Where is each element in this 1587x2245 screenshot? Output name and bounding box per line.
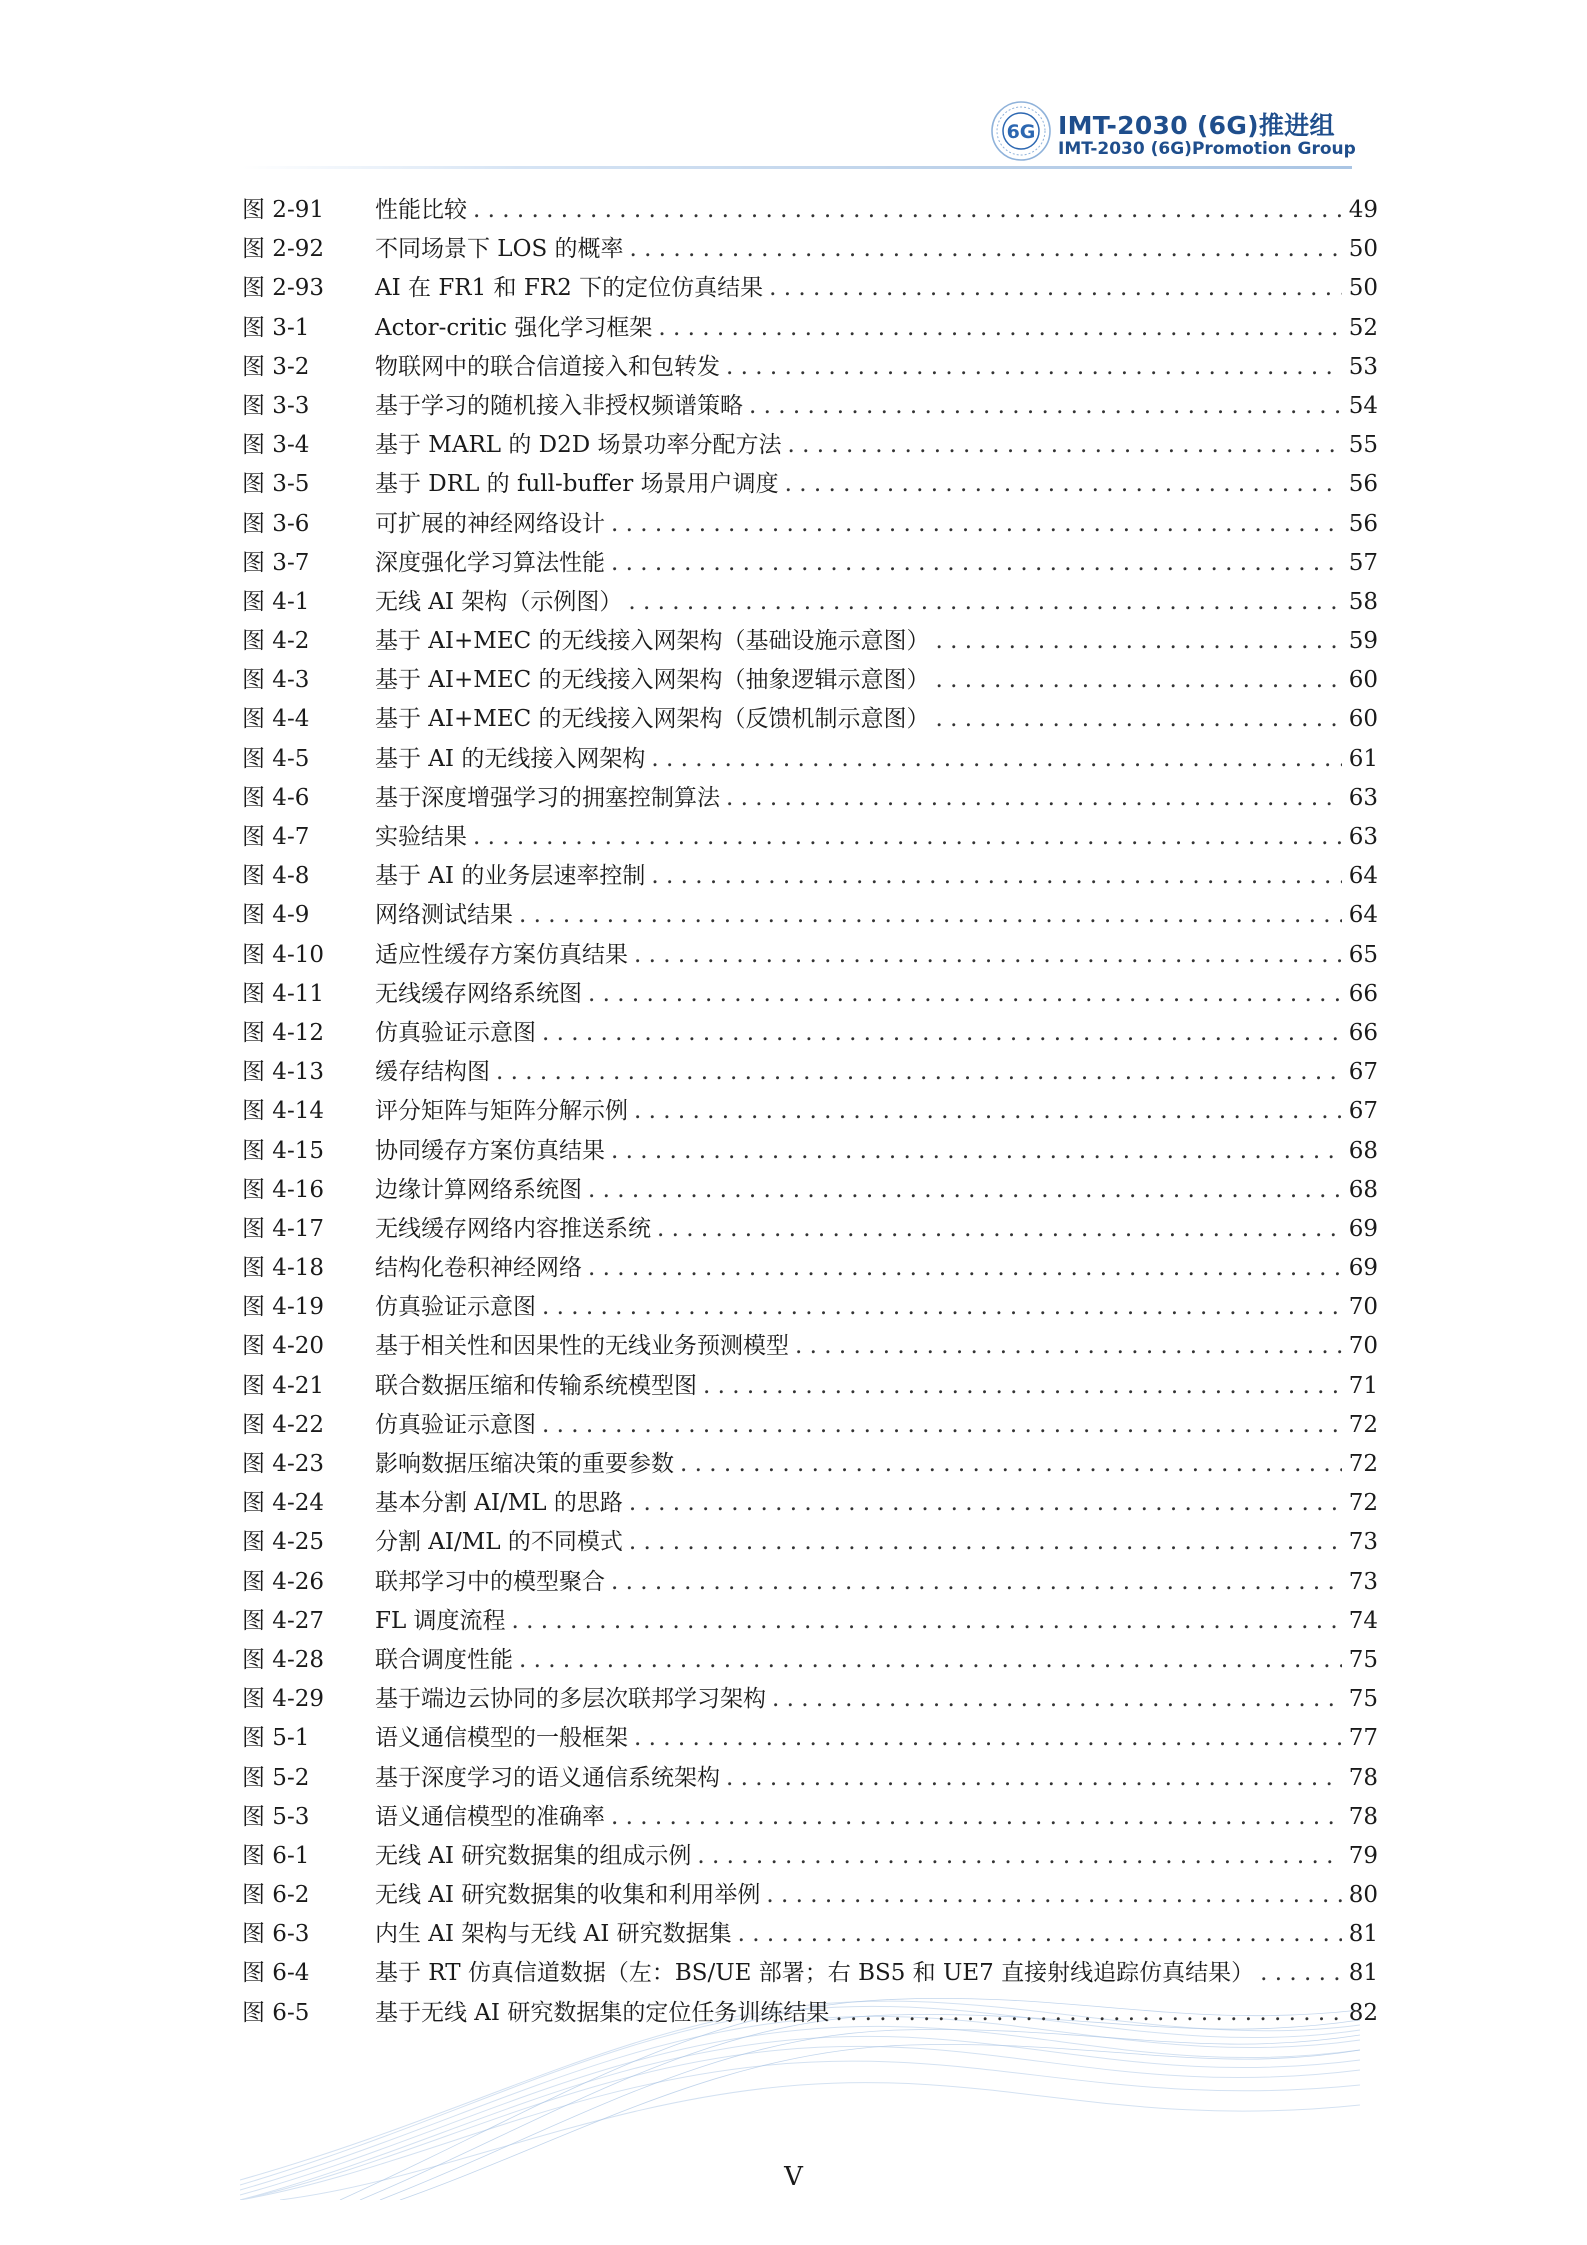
toc-entry[interactable] xyxy=(242,975,1378,1014)
toc-entry-title: 联合数据压缩和传输系统模型图 xyxy=(375,1372,697,1399)
toc-entry-page: 50 xyxy=(1348,275,1378,302)
toc-dot-leader xyxy=(769,269,1342,308)
toc-entry-title: 基于 AI+MEC 的无线接入网架构（反馈机制示意图） xyxy=(375,706,930,733)
toc-entry[interactable] xyxy=(242,1563,1378,1602)
toc-dot-leader xyxy=(788,426,1342,465)
toc-entry-label: 图 4-5 xyxy=(242,745,310,772)
toc-entry-title: FL 调度流程 xyxy=(375,1607,506,1634)
org-title: IMT-2030 (6G)推进组 xyxy=(1058,111,1335,140)
toc-dot-leader xyxy=(611,505,1342,544)
toc-entry-title: 边缘计算网络系统图 xyxy=(375,1176,582,1203)
toc-entry[interactable] xyxy=(242,309,1378,348)
toc-entry-title: 无线 AI 研究数据集的组成示例 xyxy=(375,1842,692,1869)
toc-entry-label: 图 5-3 xyxy=(242,1803,310,1830)
toc-entry-label: 图 2-92 xyxy=(242,236,324,263)
toc-entry[interactable] xyxy=(242,348,1378,387)
toc-entry-title: 内生 AI 架构与无线 AI 研究数据集 xyxy=(375,1921,732,1948)
toc-entry-page: 57 xyxy=(1348,549,1378,576)
toc-entry-label: 图 4-13 xyxy=(242,1059,324,1086)
toc-dot-leader xyxy=(519,1641,1342,1680)
toc-dot-leader xyxy=(496,1053,1342,1092)
toc-entry-title: 性能比较 xyxy=(375,197,467,223)
toc-entry[interactable] xyxy=(242,1719,1378,1758)
toc-entry-page: 74 xyxy=(1348,1607,1378,1634)
toc-entry[interactable] xyxy=(242,1484,1378,1523)
toc-entry-page: 78 xyxy=(1348,1803,1378,1830)
toc-entry[interactable] xyxy=(242,191,1378,230)
toc-entry-page: 68 xyxy=(1348,1137,1378,1164)
toc-entry-title: 基于 AI 的业务层速率控制 xyxy=(375,863,646,890)
toc-entry-label: 图 6-2 xyxy=(242,1882,310,1909)
toc-dot-leader xyxy=(1260,1954,1342,1993)
toc-entry-title: 基于 AI+MEC 的无线接入网架构（基础设施示意图） xyxy=(375,628,930,655)
toc-entry-title: 无线缓存网络内容推送系统 xyxy=(375,1215,651,1242)
toc-entry-label: 图 4-16 xyxy=(242,1176,324,1203)
toc-dot-leader xyxy=(680,1445,1342,1484)
toc-dot-leader xyxy=(512,1602,1342,1641)
toc-entry-label: 图 3-3 xyxy=(242,392,310,419)
toc-entry[interactable] xyxy=(242,1406,1378,1445)
toc-dot-leader xyxy=(772,1680,1342,1719)
toc-entry-label: 图 2-93 xyxy=(242,275,324,302)
toc-dot-leader xyxy=(634,936,1342,975)
toc-entry-page: 72 xyxy=(1348,1490,1378,1517)
toc-entry-title: 影响数据压缩决策的重要参数 xyxy=(375,1451,674,1477)
toc-dot-leader xyxy=(611,1798,1342,1837)
toc-entry[interactable] xyxy=(242,544,1378,583)
toc-entry-page: 63 xyxy=(1348,824,1378,850)
toc-entry-page: 69 xyxy=(1348,1255,1378,1282)
toc-dot-leader xyxy=(519,896,1342,935)
toc-entry-title: 实验结果 xyxy=(375,824,467,850)
toc-entry-page: 81 xyxy=(1348,1960,1378,1987)
toc-entry-label: 图 4-11 xyxy=(242,980,324,1007)
toc-entry-title: 不同场景下 LOS 的概率 xyxy=(375,236,624,263)
toc-entry-page: 61 xyxy=(1348,745,1378,772)
toc-entry[interactable] xyxy=(242,1132,1378,1171)
toc-entry-label: 图 3-1 xyxy=(242,314,310,341)
toc-entry[interactable] xyxy=(242,505,1378,544)
toc-entry-page: 67 xyxy=(1348,1059,1378,1086)
toc-dot-leader xyxy=(749,387,1342,426)
toc-entry-label: 图 3-2 xyxy=(242,353,310,380)
toc-entry-page: 75 xyxy=(1348,1646,1378,1673)
toc-entry-page: 66 xyxy=(1348,1019,1378,1046)
toc-entry-page: 64 xyxy=(1348,863,1378,890)
toc-entry-title: 基本分割 AI/ML 的思路 xyxy=(375,1490,623,1517)
toc-entry[interactable] xyxy=(242,1445,1378,1484)
toc-entry-page: 56 xyxy=(1348,510,1378,537)
toc-entry-label: 图 4-2 xyxy=(242,628,310,655)
toc-entry[interactable] xyxy=(242,1759,1378,1798)
toc-entry-label: 图 4-17 xyxy=(242,1215,324,1242)
logo-text: 6G xyxy=(1006,121,1036,143)
toc-entry-page: 81 xyxy=(1348,1921,1378,1948)
toc-entry-title: 分割 AI/ML 的不同模式 xyxy=(375,1529,623,1556)
toc-entry-label: 图 4-27 xyxy=(242,1607,324,1634)
toc-dot-leader xyxy=(726,1759,1342,1798)
toc-entry-page: 77 xyxy=(1348,1725,1378,1752)
toc-dot-leader xyxy=(473,818,1342,857)
toc-entry-page: 52 xyxy=(1348,314,1378,341)
toc-entry-label: 图 4-20 xyxy=(242,1333,324,1360)
toc-entry-page: 59 xyxy=(1348,628,1378,655)
toc-entry-label: 图 6-1 xyxy=(242,1842,310,1869)
toc-entry-page: 60 xyxy=(1348,667,1378,694)
toc-entry-page: 72 xyxy=(1348,1411,1378,1438)
toc-entry[interactable] xyxy=(242,1798,1378,1837)
toc-dot-leader xyxy=(611,544,1342,583)
toc-entry-label: 图 2-91 xyxy=(242,197,324,223)
toc-entry-page: 63 xyxy=(1348,784,1378,811)
toc-entry[interactable] xyxy=(242,1915,1378,1954)
toc-entry-label: 图 4-12 xyxy=(242,1019,324,1046)
toc-entry[interactable] xyxy=(242,1327,1378,1366)
toc-entry-page: 82 xyxy=(1348,1999,1378,2026)
toc-entry-label: 图 4-19 xyxy=(242,1294,324,1321)
toc-entry-title: 基于无线 AI 研究数据集的定位任务训练结果 xyxy=(375,1999,830,2026)
toc-entry-title: 联合调度性能 xyxy=(375,1646,513,1673)
toc-dot-leader xyxy=(738,1915,1342,1954)
toc-entry-page: 80 xyxy=(1348,1882,1378,1909)
toc-entry-title: 联邦学习中的模型聚合 xyxy=(375,1568,605,1595)
toc-entry-label: 图 3-6 xyxy=(242,510,310,537)
imt2030-logo-icon xyxy=(990,100,1052,162)
toc-entry-title: 基于深度增强学习的拥塞控制算法 xyxy=(375,784,720,811)
toc-dot-leader xyxy=(795,1327,1342,1366)
toc-entry-page: 67 xyxy=(1348,1098,1378,1125)
toc-entry-page: 50 xyxy=(1348,236,1378,263)
toc-entry-page: 65 xyxy=(1348,941,1378,968)
toc-dot-leader xyxy=(542,1014,1342,1053)
toc-entry[interactable] xyxy=(242,1014,1378,1053)
toc-dot-leader xyxy=(542,1406,1342,1445)
toc-entry-label: 图 6-4 xyxy=(242,1960,310,1987)
toc-entry-title: 基于 AI+MEC 的无线接入网架构（抽象逻辑示意图） xyxy=(375,667,930,694)
toc-entry[interactable] xyxy=(242,1876,1378,1915)
toc-entry-title: 无线 AI 架构（示例图） xyxy=(375,588,623,615)
toc-entry[interactable] xyxy=(242,896,1378,935)
toc-entry-title: 结构化卷积神经网络 xyxy=(375,1255,582,1282)
toc-entry[interactable] xyxy=(242,1602,1378,1641)
toc-entry-title: 基于 DRL 的 full-buffer 场景用户调度 xyxy=(375,471,779,498)
toc-entry[interactable] xyxy=(242,1053,1378,1092)
toc-entry-page: 58 xyxy=(1348,588,1378,615)
toc-entry-label: 图 4-24 xyxy=(242,1490,324,1517)
toc-entry-title: 基于相关性和因果性的无线业务预测模型 xyxy=(375,1333,789,1360)
page-header xyxy=(0,0,1587,165)
toc-entry[interactable] xyxy=(242,1249,1378,1288)
toc-dot-leader xyxy=(588,975,1342,1014)
toc-dot-leader xyxy=(697,1837,1342,1876)
toc-entry-title: 语义通信模型的准确率 xyxy=(375,1803,605,1830)
toc-entry-label: 图 4-4 xyxy=(242,706,310,733)
toc-dot-leader xyxy=(936,661,1342,700)
toc-entry-title: AI 在 FR1 和 FR2 下的定位仿真结果 xyxy=(375,275,764,302)
toc-dot-leader xyxy=(588,1171,1342,1210)
toc-dot-leader xyxy=(542,1288,1342,1327)
toc-entry-title: 基于端边云协同的多层次联邦学习架构 xyxy=(375,1686,766,1713)
toc-entry-label: 图 4-10 xyxy=(242,941,324,968)
toc-dot-leader xyxy=(611,1132,1342,1171)
toc-entry-title: 无线缓存网络系统图 xyxy=(375,980,582,1007)
page-number: V xyxy=(784,2162,803,2192)
toc-entry-label: 图 4-15 xyxy=(242,1137,324,1164)
toc-entry-page: 66 xyxy=(1348,980,1378,1007)
toc-entry-label: 图 4-22 xyxy=(242,1411,324,1438)
toc-entry[interactable] xyxy=(242,465,1378,504)
toc-entry-label: 图 4-26 xyxy=(242,1568,324,1595)
toc-entry[interactable] xyxy=(242,661,1378,700)
toc-entry-label: 图 4-8 xyxy=(242,863,310,890)
toc-entry-page: 73 xyxy=(1348,1568,1378,1595)
toc-entry-title: 仿真验证示意图 xyxy=(375,1294,536,1321)
toc-dot-leader xyxy=(726,348,1342,387)
toc-entry-title: 缓存结构图 xyxy=(375,1059,490,1086)
toc-entry[interactable] xyxy=(242,1641,1378,1680)
toc-entry-page: 73 xyxy=(1348,1529,1378,1556)
toc-entry[interactable] xyxy=(242,1994,1378,2033)
toc-entry-label: 图 4-14 xyxy=(242,1098,324,1125)
toc-entry-title: 仿真验证示意图 xyxy=(375,1019,536,1046)
toc-entry-title: 基于 AI 的无线接入网架构 xyxy=(375,745,646,772)
toc-entry-label: 图 5-1 xyxy=(242,1725,310,1752)
toc-entry-title: 网络测试结果 xyxy=(375,902,513,929)
toc-entry-page: 56 xyxy=(1348,471,1378,498)
toc-entry-title: 适应性缓存方案仿真结果 xyxy=(375,941,628,968)
toc-entry-title: 无线 AI 研究数据集的收集和利用举例 xyxy=(375,1882,761,1909)
toc-dot-leader xyxy=(630,230,1342,269)
toc-dot-leader xyxy=(651,740,1342,779)
toc-entry-label: 图 4-9 xyxy=(242,902,310,929)
toc-entry[interactable] xyxy=(242,1837,1378,1876)
toc-entry-label: 图 4-23 xyxy=(242,1451,324,1477)
figure-list xyxy=(242,191,1378,2033)
toc-entry-page: 69 xyxy=(1348,1215,1378,1242)
toc-entry[interactable] xyxy=(242,700,1378,739)
toc-entry-page: 79 xyxy=(1348,1842,1378,1869)
toc-entry-title: 基于深度学习的语义通信系统架构 xyxy=(375,1764,720,1791)
toc-dot-leader xyxy=(936,700,1342,739)
toc-entry-page: 71 xyxy=(1348,1372,1378,1399)
toc-entry-label: 图 5-2 xyxy=(242,1764,310,1791)
header-divider xyxy=(242,166,1352,169)
toc-entry[interactable] xyxy=(242,818,1378,857)
toc-dot-leader xyxy=(785,465,1342,504)
toc-entry-title: 协同缓存方案仿真结果 xyxy=(375,1137,605,1164)
toc-entry-page: 49 xyxy=(1348,197,1378,223)
toc-dot-leader xyxy=(936,622,1342,661)
toc-dot-leader xyxy=(835,1994,1342,2033)
toc-entry-label: 图 4-29 xyxy=(242,1686,324,1713)
toc-entry-page: 60 xyxy=(1348,706,1378,733)
toc-entry-label: 图 4-25 xyxy=(242,1529,324,1556)
toc-entry-label: 图 6-5 xyxy=(242,1999,310,2026)
toc-entry-label: 图 4-7 xyxy=(242,824,310,850)
toc-entry-page: 64 xyxy=(1348,902,1378,929)
toc-entry-page: 55 xyxy=(1348,432,1378,459)
toc-entry[interactable] xyxy=(242,269,1378,308)
toc-dot-leader xyxy=(634,1092,1342,1131)
toc-dot-leader xyxy=(658,309,1342,348)
toc-entry[interactable] xyxy=(242,1171,1378,1210)
toc-entry-page: 54 xyxy=(1348,392,1378,419)
org-subtitle: IMT-2030 (6G)Promotion Group xyxy=(1058,139,1356,159)
toc-dot-leader xyxy=(726,779,1342,818)
toc-entry[interactable] xyxy=(242,622,1378,661)
toc-entry-title: 可扩展的神经网络设计 xyxy=(375,510,605,537)
toc-dot-leader xyxy=(703,1367,1342,1406)
toc-entry-label: 图 3-4 xyxy=(242,432,310,459)
toc-entry-page: 78 xyxy=(1348,1764,1378,1791)
toc-dot-leader xyxy=(657,1210,1342,1249)
toc-entry-label: 图 4-18 xyxy=(242,1255,324,1282)
toc-entry-page: 68 xyxy=(1348,1176,1378,1203)
toc-entry-label: 图 6-3 xyxy=(242,1921,310,1948)
toc-entry-label: 图 4-3 xyxy=(242,667,310,694)
toc-entry-page: 70 xyxy=(1348,1333,1378,1360)
toc-dot-leader xyxy=(651,857,1342,896)
toc-entry-label: 图 3-5 xyxy=(242,471,310,498)
toc-entry[interactable] xyxy=(242,1092,1378,1131)
toc-entry[interactable] xyxy=(242,1288,1378,1327)
toc-entry[interactable] xyxy=(242,1367,1378,1406)
toc-entry[interactable] xyxy=(242,387,1378,426)
toc-dot-leader xyxy=(588,1249,1342,1288)
toc-entry[interactable] xyxy=(242,1523,1378,1562)
toc-entry[interactable] xyxy=(242,230,1378,269)
toc-entry-title: 基于学习的随机接入非授权频谱策略 xyxy=(375,392,743,419)
toc-entry-title: 仿真验证示意图 xyxy=(375,1411,536,1438)
toc-dot-leader xyxy=(629,1484,1342,1523)
toc-entry-title: Actor-critic 强化学习框架 xyxy=(375,314,653,341)
toc-dot-leader xyxy=(629,1523,1342,1562)
toc-entry-title: 语义通信模型的一般框架 xyxy=(375,1725,628,1752)
toc-entry-label: 图 4-1 xyxy=(242,588,310,615)
toc-entry-label: 图 4-28 xyxy=(242,1646,324,1673)
toc-entry[interactable] xyxy=(242,779,1378,818)
toc-entry-title: 评分矩阵与矩阵分解示例 xyxy=(375,1098,628,1125)
toc-entry-title: 基于 MARL 的 D2D 场景功率分配方法 xyxy=(375,432,782,459)
toc-dot-leader xyxy=(766,1876,1342,1915)
toc-dot-leader xyxy=(611,1563,1342,1602)
toc-dot-leader xyxy=(634,1719,1342,1758)
toc-entry[interactable] xyxy=(242,740,1378,779)
toc-entry-label: 图 4-6 xyxy=(242,784,310,811)
toc-entry-title: 深度强化学习算法性能 xyxy=(375,549,605,576)
toc-entry-title: 物联网中的联合信道接入和包转发 xyxy=(375,353,720,380)
toc-entry[interactable] xyxy=(242,1210,1378,1249)
toc-entry-label: 图 3-7 xyxy=(242,549,310,576)
toc-entry[interactable] xyxy=(242,1680,1378,1719)
toc-entry-page: 75 xyxy=(1348,1686,1378,1713)
toc-entry-page: 72 xyxy=(1348,1451,1378,1477)
toc-dot-leader xyxy=(473,191,1342,230)
toc-entry[interactable] xyxy=(242,936,1378,975)
toc-entry[interactable] xyxy=(242,1954,1378,1993)
toc-entry-page: 53 xyxy=(1348,353,1378,380)
toc-entry-page: 70 xyxy=(1348,1294,1378,1321)
toc-entry[interactable] xyxy=(242,857,1378,896)
toc-entry-title: 基于 RT 仿真信道数据（左：BS/UE 部署；右 BS5 和 UE7 直接射线追踪仿真结果） xyxy=(375,1960,1255,1987)
toc-entry-label: 图 4-21 xyxy=(242,1372,324,1399)
toc-entry[interactable] xyxy=(242,583,1378,622)
toc-entry[interactable] xyxy=(242,426,1378,465)
toc-dot-leader xyxy=(628,583,1342,622)
